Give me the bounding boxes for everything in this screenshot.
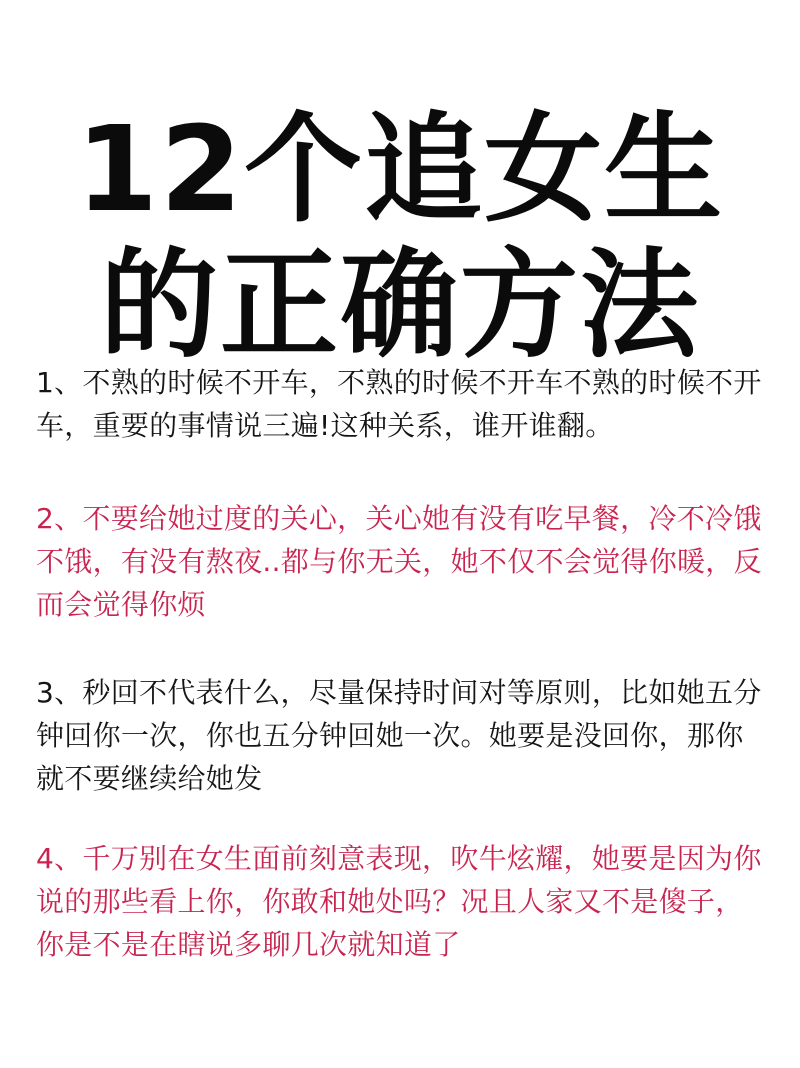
tip-paragraph-3: 3、秒回不代表什么，尽量保持时间对等原则，比如她五分钟回你一次，你也五分钟回她一次。她要是没回你，那你就不要继续给她发 [36, 676, 762, 795]
title-line-1: 12个追女生 [75, 100, 725, 239]
tip-paragraph-4: 4、千万别在女生面前刻意表现，吹牛炫耀，她要是因为你说的那些看上你，你敢和她处吗？况且人家又不是傻子，你是不是在瞎说多聊几次就知道了 [36, 842, 762, 961]
title-line-2: 的正确方法 [99, 236, 700, 375]
tip-paragraph-1: 1、不熟的时候不开车，不熟的时候不开车不熟的时候不开车，重要的事情说三遍!这种关系，谁开谁翻。 [36, 366, 762, 442]
tip-paragraph-2: 2、不要给她过度的关心，关心她有没有吃早餐，冷不冷饿不饿，有没有熬夜..都与你无关，她不仅不会觉得你暖，反而会觉得你烦 [36, 502, 762, 621]
page-title [0, 101, 800, 373]
